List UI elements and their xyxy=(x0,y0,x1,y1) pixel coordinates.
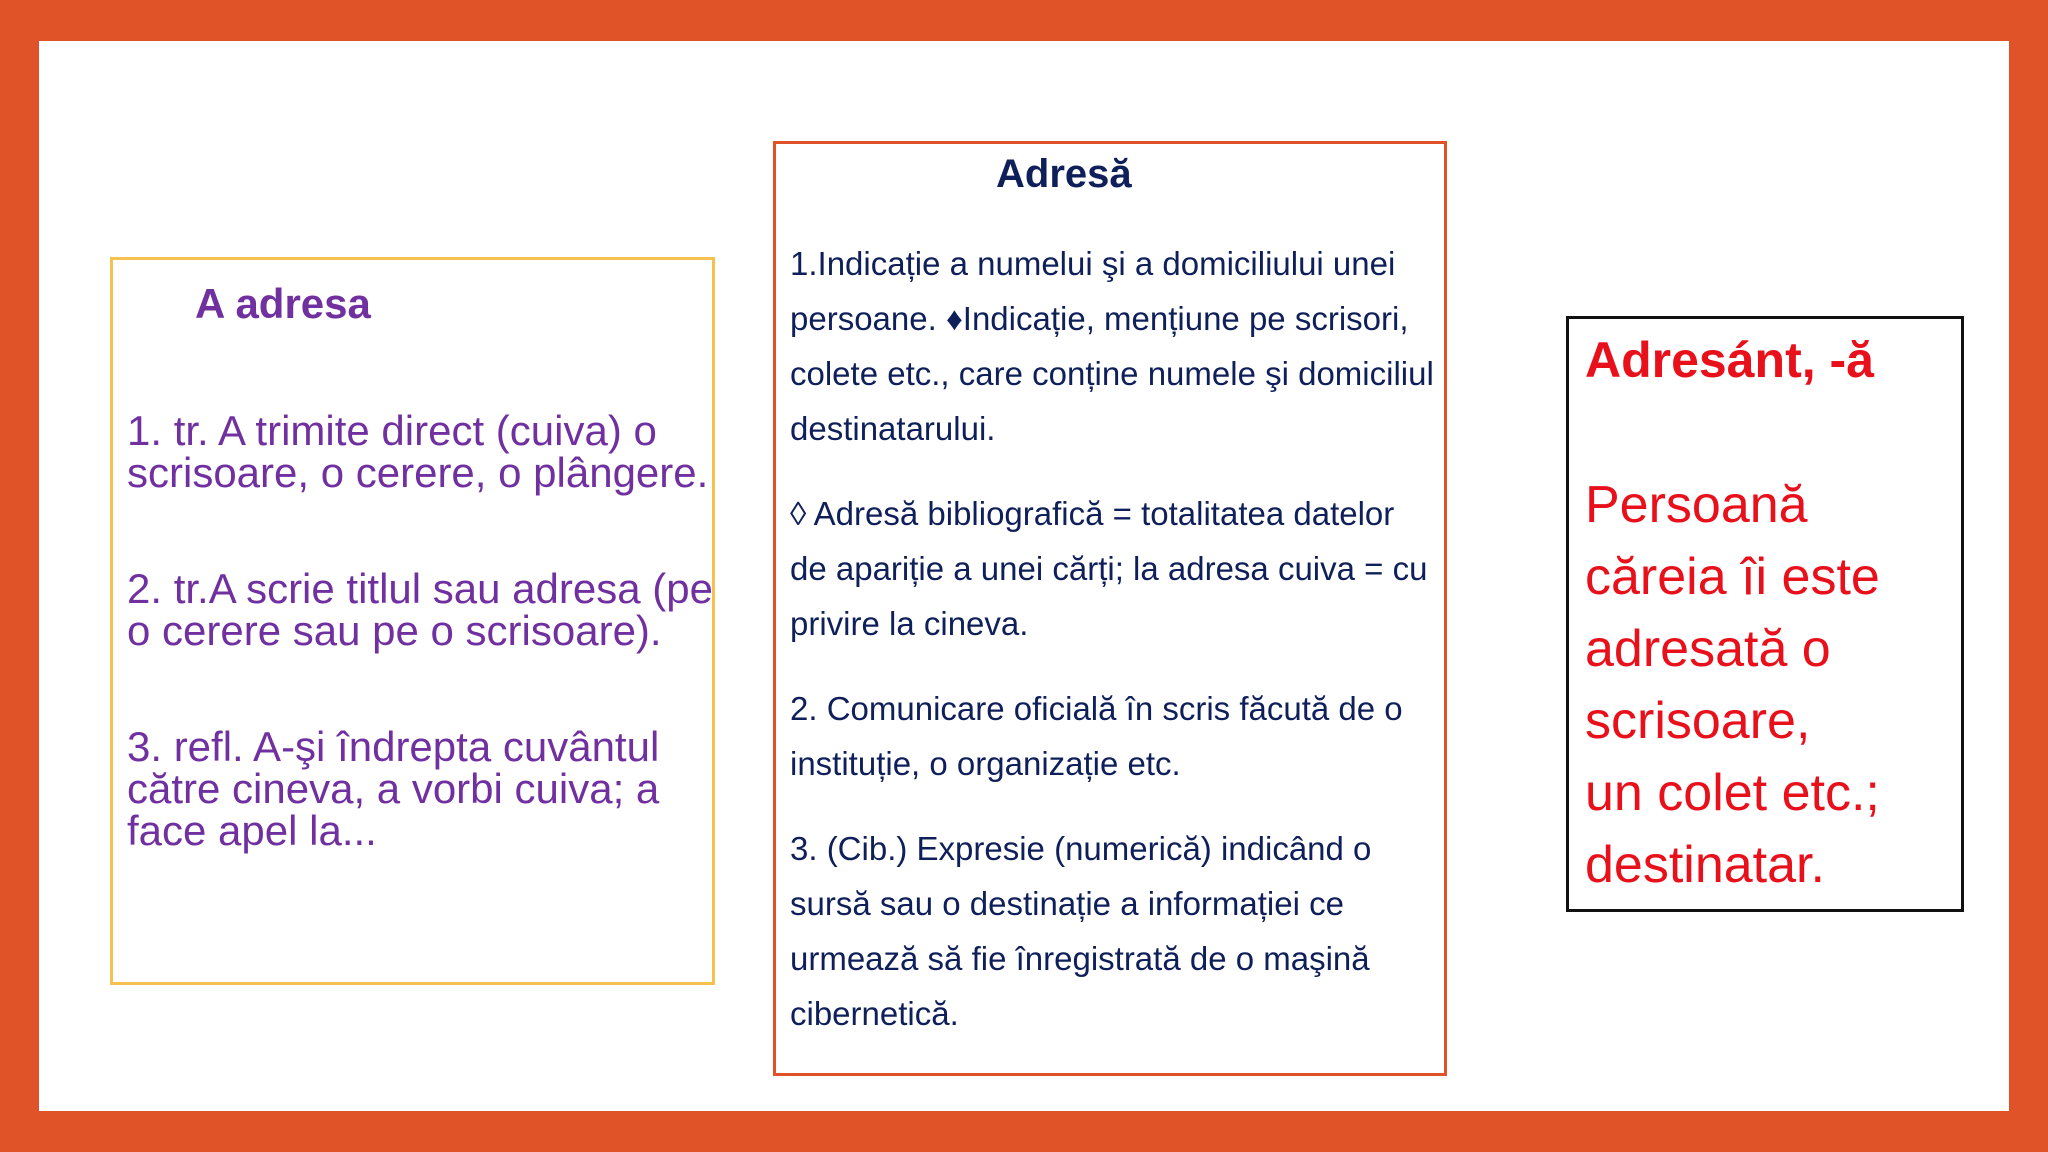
adresa-paragraph-3: 2. Comunicare oficială în scris făcută de o instituție, o organizație etc. xyxy=(790,690,1403,782)
adresa-paragraph-4: 3. (Cib.) Expresie (numerică) indicând o sursă sau o destinație a informației ce urmează să fie înregistrată de o maşină cibernetică. xyxy=(790,830,1372,1032)
adresa-paragraph-2: ◊ Adresă bibliografică = totalitatea datelor de apariție a unei cărți; la adresa cuiva = cu privire la cineva. xyxy=(790,495,1428,642)
adresa-title: Adresă xyxy=(996,152,1132,196)
adresant-definition-line: căreia îi este xyxy=(1585,548,1880,606)
a-adresa-item-2: 2. tr.A scrie titlul sau adresa (pe o cerere sau pe o scrisoare). xyxy=(127,565,713,654)
adresa-paragraph-1: 1.Indicație a numelui şi a domiciliului unei persoane. ♦Indicație, mențiune pe scrisori, colete etc., care conține numele şi domiciliul destinatarului. xyxy=(790,245,1434,447)
adresant-title: Adresánt, -ă xyxy=(1585,332,1874,388)
adresant-definition-line: un colet etc.; xyxy=(1585,764,1880,822)
adresant-definition-line: destinatar. xyxy=(1585,836,1825,894)
adresant-definition-line: scrisoare, xyxy=(1585,692,1811,750)
a-adresa-title: A adresa xyxy=(195,280,371,327)
slide-canvas xyxy=(39,41,2009,1111)
adresant-definition-line: adresată o xyxy=(1585,620,1831,678)
a-adresa-box xyxy=(110,257,715,985)
adresant-definition-line: Persoană xyxy=(1585,476,1808,534)
adresant-box xyxy=(1566,316,1964,912)
adresa-box xyxy=(773,141,1447,1076)
a-adresa-item-3: 3. refl. A-şi îndrepta cuvântul către cineva, a vorbi cuiva; a face apel la... xyxy=(127,723,660,854)
a-adresa-item-1: 1. tr. A trimite direct (cuiva) o scrisoare, o cerere, o plângere. xyxy=(127,407,709,496)
adresant-definition xyxy=(1585,469,1955,901)
